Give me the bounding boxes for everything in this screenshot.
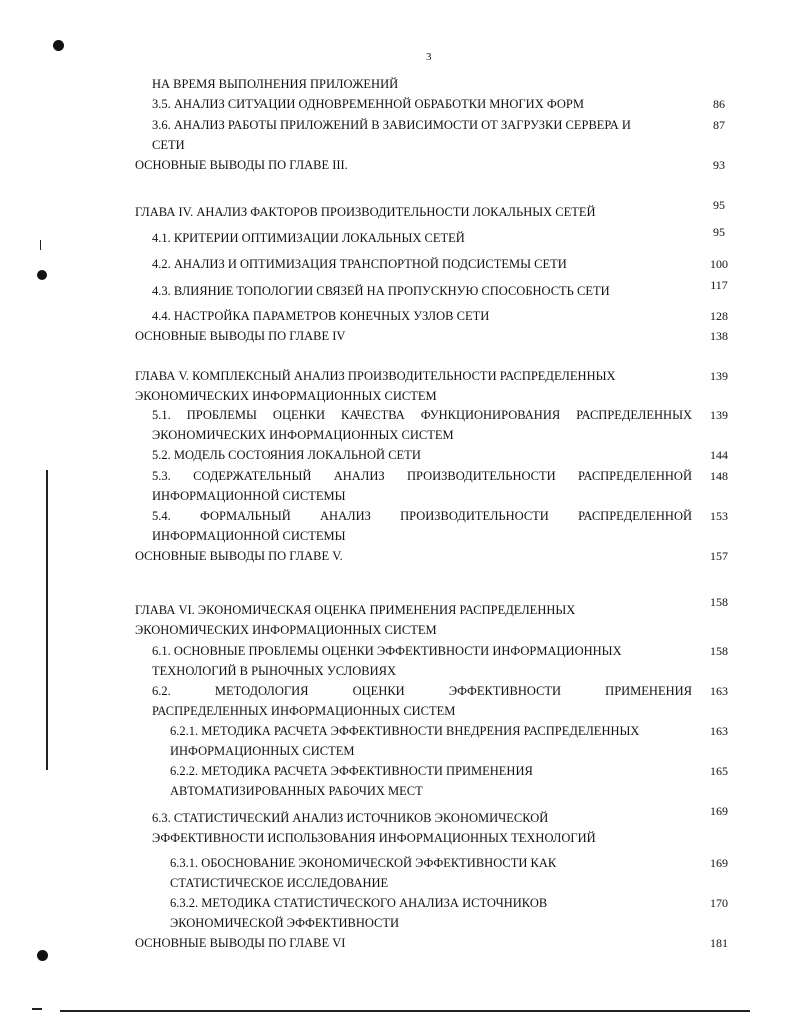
toc-entry xyxy=(152,74,692,94)
toc-entry-title-line: ИНФОРМАЦИОННЫХ СИСТЕМ xyxy=(170,744,355,758)
toc-entry-title-line: 3.5. АНАЛИЗ СИТУАЦИИ ОДНОВРЕМЕННОЙ ОБРАБОТКИ МНОГИХ ФОРМ xyxy=(152,97,584,111)
toc-entry xyxy=(135,202,695,222)
toc-entry xyxy=(135,326,695,346)
toc-entry-title-line: ОСНОВНЫЕ ВЫВОДЫ ПО ГЛАВЕ III. xyxy=(135,158,348,172)
toc-entry-page-number: 157 xyxy=(710,549,728,563)
toc-entry xyxy=(170,761,692,801)
toc-entry-title-line: ЭКОНОМИЧЕСКОЙ ЭФФЕКТИВНОСТИ xyxy=(170,916,400,930)
toc-entry xyxy=(152,641,692,681)
toc-entry-title-line: ОСНОВНЫЕ ВЫВОДЫ ПО ГЛАВЕ V. xyxy=(135,549,343,563)
toc-entry-title-line: 6.2.2. МЕТОДИКА РАСЧЕТА ЭФФЕКТИВНОСТИ ПРИМЕНЕНИЯ xyxy=(170,764,533,778)
toc-entry-title-line: ИНФОРМАЦИОННОЙ СИСТЕМЫ xyxy=(152,489,346,503)
toc-entry-page-number: 170 xyxy=(710,896,728,910)
toc-entry-page-number: 139 xyxy=(710,369,728,383)
toc-entry-title-line: ГЛАВА IV. АНАЛИЗ ФАКТОРОВ ПРОИЗВОДИТЕЛЬНОСТИ ЛОКАЛЬНЫХ СЕТЕЙ xyxy=(135,205,596,219)
toc-entry-title-line: СТАТИСТИЧЕСКОЕ ИССЛЕДОВАНИЕ xyxy=(170,876,389,890)
toc-entry-title-line: ЭКОНОМИЧЕСКИХ ИНФОРМАЦИОННЫХ СИСТЕМ xyxy=(135,623,437,637)
toc-entry-title-line: 6.3.2. МЕТОДИКА СТАТИСТИЧЕСКОГО АНАЛИЗА ИСТОЧНИКОВ xyxy=(170,896,548,910)
toc-entry-page-number: 169 xyxy=(710,856,728,870)
toc-entry-page-number: 87 xyxy=(713,118,725,132)
toc-entry-title-line: 4.4. НАСТРОЙКА ПАРАМЕТРОВ КОНЕЧНЫХ УЗЛОВ СЕТИ xyxy=(152,309,490,323)
toc-entry xyxy=(135,366,695,406)
toc-entry-page-number: 163 xyxy=(710,684,728,698)
toc-entry-page-number: 144 xyxy=(710,448,728,462)
toc-entry xyxy=(152,115,692,155)
toc-entry-title-line: СЕТИ xyxy=(152,138,185,152)
toc-entry-title-line: 5.2. МОДЕЛЬ СОСТОЯНИЯ ЛОКАЛЬНОЙ СЕТИ xyxy=(152,448,421,462)
toc-entry xyxy=(170,853,692,893)
toc-entry xyxy=(152,681,692,721)
toc-entry-title-line: 4.3. ВЛИЯНИЕ ТОПОЛОГИИ СВЯЗЕЙ НА ПРОПУСКНУЮ СПОСОБНОСТЬ СЕТИ xyxy=(152,284,610,298)
toc-entry-title-line: 3.6. АНАЛИЗ РАБОТЫ ПРИЛОЖЕНИЙ В ЗАВИСИМОСТИ ОТ ЗАГРУЗКИ СЕРВЕРА И xyxy=(152,118,631,132)
toc-entry-page-number: 100 xyxy=(710,257,728,271)
toc-entry-title-line: ЭКОНОМИЧЕСКИХ ИНФОРМАЦИОННЫХ СИСТЕМ xyxy=(152,428,454,442)
toc-entry xyxy=(152,228,692,248)
page-number: 3 xyxy=(426,51,432,63)
toc-entry xyxy=(152,445,692,465)
toc-entry-title-line: 6.2. МЕТОДОЛОГИЯ ОЦЕНКИ ЭФФЕКТИВНОСТИ ПРИМЕНЕНИЯ xyxy=(152,684,692,698)
toc-entry xyxy=(135,546,695,566)
toc-entry-page-number: 158 xyxy=(710,644,728,658)
toc-entry xyxy=(152,306,692,326)
toc-entry-page-number: 148 xyxy=(710,469,728,483)
binding-line xyxy=(46,470,48,770)
punch-hole-middle xyxy=(37,270,47,280)
toc-entry xyxy=(152,94,692,114)
toc-entry xyxy=(152,466,692,506)
toc-entry-title-line: ГЛАВА V. КОМПЛЕКСНЫЙ АНАЛИЗ ПРОИЗВОДИТЕЛЬНОСТИ РАСПРЕДЕЛЕННЫХ xyxy=(135,369,616,383)
toc-entry xyxy=(152,254,692,274)
toc-entry xyxy=(152,405,692,445)
toc-entry-title-line: 4.1. КРИТЕРИИ ОПТИМИЗАЦИИ ЛОКАЛЬНЫХ СЕТЕЙ xyxy=(152,231,465,245)
toc-entry-page-number: 165 xyxy=(710,764,728,778)
toc-entry xyxy=(135,600,695,640)
toc-entry-title-line: 4.2. АНАЛИЗ И ОПТИМИЗАЦИЯ ТРАНСПОРТНОЙ ПОДСИСТЕМЫ СЕТИ xyxy=(152,257,567,271)
toc-entry-page-number: 153 xyxy=(710,509,728,523)
toc-entry-page-number: 181 xyxy=(710,936,728,950)
bottom-edge-mark xyxy=(32,1008,42,1010)
toc-entry xyxy=(135,155,695,175)
toc-entry-title-line: ГЛАВА VI. ЭКОНОМИЧЕСКАЯ ОЦЕНКА ПРИМЕНЕНИЯ РАСПРЕДЕЛЕННЫХ xyxy=(135,603,576,617)
toc-entry xyxy=(152,281,692,301)
toc-entry-title-line: РАСПРЕДЕЛЕННЫХ ИНФОРМАЦИОННЫХ СИСТЕМ xyxy=(152,704,456,718)
toc-entry-title-line: ИНФОРМАЦИОННОЙ СИСТЕМЫ xyxy=(152,529,346,543)
toc-entry-page-number: 128 xyxy=(710,309,728,323)
toc-entry-page-number: 138 xyxy=(710,329,728,343)
bottom-edge-line xyxy=(60,1010,750,1012)
toc-entry-title-line: ЭКОНОМИЧЕСКИХ ИНФОРМАЦИОННЫХ СИСТЕМ xyxy=(135,389,437,403)
toc-entry-page-number: 86 xyxy=(713,97,725,111)
toc-entry-title-line: НА ВРЕМЯ ВЫПОЛНЕНИЯ ПРИЛОЖЕНИЙ xyxy=(152,77,399,91)
toc-entry-title-line: 5.1. ПРОБЛЕМЫ ОЦЕНКИ КАЧЕСТВА ФУНКЦИОНИРОВАНИЯ РАСПРЕДЕЛЕННЫХ xyxy=(152,408,692,422)
toc-entry-title-line: 5.4. ФОРМАЛЬНЫЙ АНАЛИЗ ПРОИЗВОДИТЕЛЬНОСТИ РАСПРЕДЕЛЕННОЙ xyxy=(152,509,692,523)
toc-entry-title-line: ОСНОВНЫЕ ВЫВОДЫ ПО ГЛАВЕ VI xyxy=(135,936,346,950)
toc-entry xyxy=(152,506,692,546)
toc-entry-title-line: ТЕХНОЛОГИЙ В РЫНОЧНЫХ УСЛОВИЯХ xyxy=(152,664,397,678)
toc-entry-title-line: ОСНОВНЫЕ ВЫВОДЫ ПО ГЛАВЕ IV xyxy=(135,329,346,343)
toc-entry-page-number: 117 xyxy=(710,278,728,292)
toc-entry-page-number: 158 xyxy=(710,595,728,609)
binding-mark xyxy=(40,240,41,250)
toc-entry xyxy=(170,721,692,761)
toc-entry-title-line: 6.3. СТАТИСТИЧЕСКИЙ АНАЛИЗ ИСТОЧНИКОВ ЭКОНОМИЧЕСКОЙ xyxy=(152,811,549,825)
toc-entry-title-line: 6.2.1. МЕТОДИКА РАСЧЕТА ЭФФЕКТИВНОСТИ ВНЕДРЕНИЯ РАСПРЕДЕЛЕННЫХ xyxy=(170,724,640,738)
toc-entry-title-line: 5.3. СОДЕРЖАТЕЛЬНЫЙ АНАЛИЗ ПРОИЗВОДИТЕЛЬНОСТИ РАСПРЕДЕЛЕННОЙ xyxy=(152,469,692,483)
toc-entry-page-number: 139 xyxy=(710,408,728,422)
punch-hole-bottom xyxy=(37,950,48,961)
toc-entry-page-number: 169 xyxy=(710,804,728,818)
punch-hole-top xyxy=(53,40,64,51)
toc-entry-page-number: 95 xyxy=(713,198,725,212)
toc-entry-page-number: 95 xyxy=(713,225,725,239)
toc-entry xyxy=(135,933,695,953)
toc-entry-title-line: ЭФФЕКТИВНОСТИ ИСПОЛЬЗОВАНИЯ ИНФОРМАЦИОННЫХ ТЕХНОЛОГИЙ xyxy=(152,831,596,845)
toc-entry-page-number: 163 xyxy=(710,724,728,738)
toc-entry-title-line: АВТОМАТИЗИРОВАННЫХ РАБОЧИХ МЕСТ xyxy=(170,784,423,798)
toc-entry-page-number: 93 xyxy=(713,158,725,172)
toc-entry-title-line: 6.1. ОСНОВНЫЕ ПРОБЛЕМЫ ОЦЕНКИ ЭФФЕКТИВНОСТИ ИНФОРМАЦИОННЫХ xyxy=(152,644,622,658)
toc-entry xyxy=(152,808,692,848)
toc-entry-title-line: 6.3.1. ОБОСНОВАНИЕ ЭКОНОМИЧЕСКОЙ ЭФФЕКТИВНОСТИ КАК xyxy=(170,856,557,870)
toc-entry xyxy=(170,893,692,933)
